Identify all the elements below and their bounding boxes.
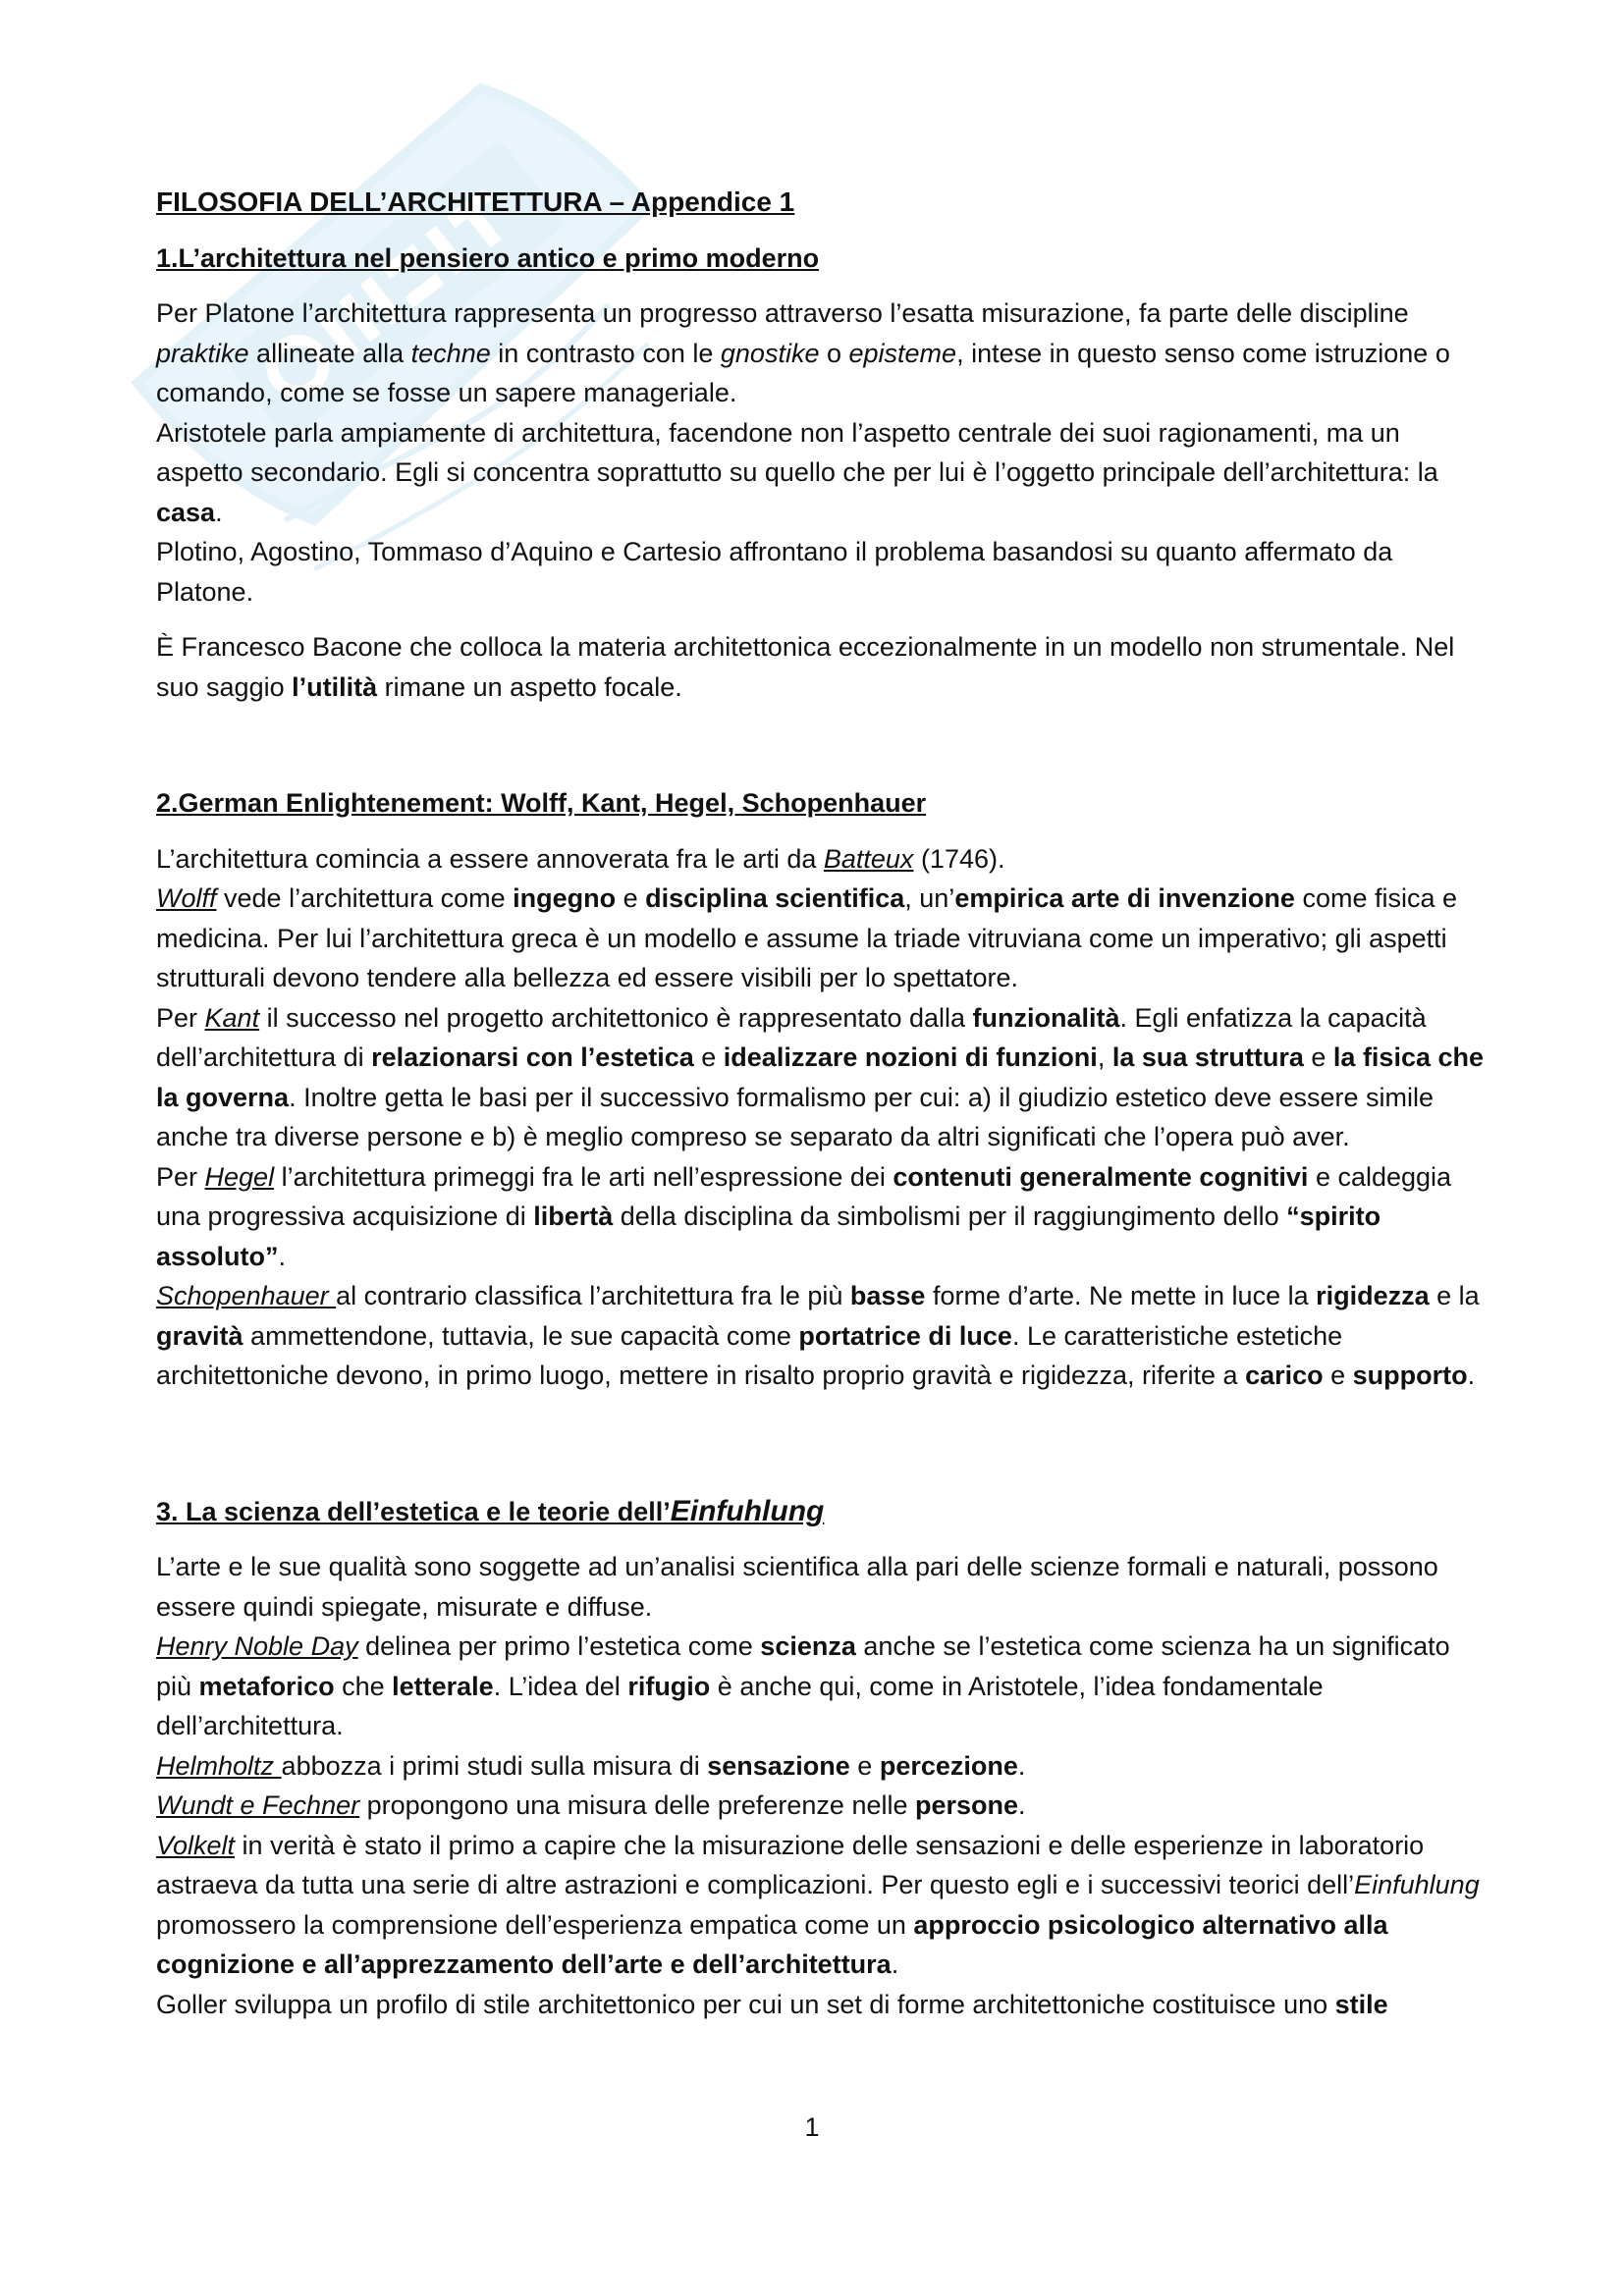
- text-run: .: [1467, 1361, 1476, 1390]
- section-1-paragraph-plotino: Plotino, Agostino, Tommaso d’Aquino e Cartesio affrontano il problema basandosi su quanto affermato da Platone.: [156, 537, 1393, 607]
- text-run: propongono una misura delle preferenze nelle: [359, 1790, 915, 1820]
- term-praktike: praktike: [156, 338, 249, 368]
- term-utilita: l’utilità: [292, 671, 378, 702]
- text-run: il successo nel progetto architettonico è rappresentato dalla: [259, 1002, 973, 1033]
- text-run: e: [1303, 1042, 1333, 1072]
- section-2-paragraph-kant: [156, 998, 1491, 1157]
- text-run: delinea per primo l’estetica come: [357, 1631, 761, 1661]
- text-run: . Le caratteristiche estetiche architettoniche devono, in primo luogo, mettere in risalto proprio gravità e rigidezza, riferite a: [156, 1320, 1343, 1390]
- section-3-paragraph-helmholtz: [156, 1746, 1491, 1787]
- term-casa: casa: [156, 497, 216, 527]
- name-batteux: Batteux: [823, 843, 914, 874]
- text-run: (1746).: [913, 843, 1005, 874]
- term-sensazione: sensazione: [707, 1750, 850, 1781]
- term-empirica-arte: empirica arte di invenzione: [954, 883, 1295, 913]
- section-2-paragraph-batteux: [156, 839, 1491, 880]
- section-2-paragraph-hegel: [156, 1157, 1491, 1277]
- text-run: rimane un aspetto focale.: [377, 671, 682, 702]
- section-3-paragraph-volkelt: [156, 1826, 1491, 1985]
- text-run: .: [278, 1241, 287, 1271]
- term-rigidezza: rigidezza: [1316, 1281, 1430, 1310]
- section-2-paragraph-wolff: [156, 879, 1491, 998]
- text-run: Goller sviluppa un profilo di stile architettonico per cui un set di forme architettoniche costituisce uno: [156, 1989, 1335, 2019]
- section-2: [156, 783, 1491, 1396]
- text-run: promossero la comprensione dell’esperienza empatica come un: [156, 1909, 914, 1940]
- section-1: [156, 239, 1491, 708]
- section-3-heading: [156, 1492, 1491, 1532]
- text-run: L’architettura comincia a essere annoverata fra le arti da: [156, 843, 824, 874]
- term-approccio-psicologico: approccio psicologico alternativo alla cognizione e all’apprezzamento dell’arte e dell’architettura: [156, 1909, 1388, 1979]
- term-contenuti-cognitivi: contenuti generalmente cognitivi: [893, 1161, 1309, 1192]
- text-run: e: [693, 1042, 724, 1072]
- term-idealizzare: idealizzare nozioni di funzioni: [723, 1042, 1098, 1072]
- text-run: in verità è stato il primo a capire che la misurazione delle sensazioni e delle esperienze in laboratorio astraeva da tutta una serie di altre astrazioni e complicazioni. Per questo egli e i successivi teorici dell’: [156, 1830, 1425, 1899]
- text-run: abbozza i primi studi sulla misura di: [281, 1750, 708, 1781]
- term-portatrice-luce: portatrice di luce: [798, 1320, 1012, 1351]
- text-run: e: [616, 883, 646, 913]
- term-spirito-assoluto: “spirito assoluto”: [156, 1201, 1381, 1271]
- section-1-paragraph-platone: [156, 294, 1491, 413]
- section-3-paragraph-intro: L’arte e le sue qualità sono soggette ad un’analisi scientifica alla pari delle scienze formali e naturali, possono essere quindi spiegate, misurate e diffuse.: [156, 1552, 1438, 1622]
- term-einfuhlung-heading: Einfuhlung: [670, 1494, 825, 1527]
- text-run: e caldeggia una progressiva acquisizione di: [156, 1161, 1452, 1231]
- text-run: è anche qui, come in Aristotele, l’idea fondamentale dell’architettura.: [156, 1671, 1324, 1740]
- text-run: .: [215, 497, 223, 527]
- term-funzionalita: funzionalità: [972, 1002, 1120, 1033]
- term-gravita: gravità: [156, 1320, 244, 1351]
- text-run: della disciplina da simbolismi per il raggiungimento dello: [613, 1201, 1287, 1231]
- text-run: .: [891, 1949, 899, 1979]
- name-wolff: Wolff: [156, 883, 217, 913]
- text-run: l’architettura primeggi fra le arti nell’espressione dei: [274, 1161, 893, 1192]
- text-run: ammettendone, tuttavia, le sue capacità come: [243, 1320, 799, 1351]
- document-body: [156, 183, 1491, 2024]
- text-run: forme d’arte. Ne mette in luce la: [925, 1281, 1317, 1310]
- text-run: . Egli enfatizza la capacità dell’architettura di: [156, 1002, 1427, 1072]
- name-hegel: Hegel: [204, 1161, 275, 1192]
- term-letterale: letterale: [392, 1671, 494, 1701]
- term-stile: stile: [1334, 1989, 1388, 2019]
- text-run: Per: [156, 1161, 205, 1192]
- section-3-paragraph-wundt: [156, 1786, 1491, 1826]
- term-supporto: supporto: [1352, 1361, 1468, 1390]
- text-run: o: [819, 338, 849, 368]
- text-run: e: [849, 1750, 880, 1781]
- text-run: al contrario classifica l’architettura fra le più: [336, 1281, 850, 1310]
- text-run: È Francesco Bacone che colloca la materia architettonica eccezionalmente in un modello non strumentale. Nel suo saggio: [156, 632, 1455, 702]
- text-run: e la: [1429, 1281, 1480, 1310]
- text-run: . Inoltre getta le basi per il successivo formalismo per cui: a) il giudizio estetico deve essere simile anche tra diverse persone e b) è meglio compreso se separato da altri significati che l’opera può aver.: [156, 1082, 1435, 1151]
- text-run: Per: [156, 1002, 205, 1033]
- term-carico: carico: [1245, 1361, 1324, 1390]
- term-persone: persone: [915, 1790, 1019, 1820]
- text-run: .: [1018, 1790, 1026, 1820]
- name-wundt-fechner: Wundt e Fechner: [156, 1790, 360, 1820]
- text-run: anche se l’estetica come scienza ha un significato più: [156, 1631, 1450, 1701]
- text-run: 3. La scienza dell’estetica e le teorie dell’: [156, 1496, 671, 1526]
- text-run: come fisica e medicina. Per lui l’architettura greca è un modello e assume la triade vitruviana come un imperativo; gli aspetti strutturali devono tendere alla bellezza ed essere visibili per lo spettatore.: [156, 883, 1457, 992]
- section-2-heading: 2.German Enlightenement: Wolff, Kant, Hegel, Schopenhauer: [156, 788, 927, 818]
- section-1-heading: 1.L’architettura nel pensiero antico e primo moderno: [156, 242, 820, 273]
- section-3-paragraph-goller: [156, 1985, 1491, 2025]
- section-3-paragraph-day: [156, 1627, 1491, 1746]
- term-gnostike: gnostike: [720, 338, 820, 368]
- term-disciplina-scientifica: disciplina scientifica: [645, 883, 905, 913]
- section-1-paragraph-aristotele: [156, 413, 1491, 533]
- text-run: Aristotele parla ampiamente di architettura, facendone non l’aspetto centrale dei suoi ragionamenti, ma un aspetto secondario. Egli si concentra soprattutto su quello che per lui è l’oggetto principale dell’architettura: la: [156, 417, 1438, 487]
- name-volkelt: Volkelt: [156, 1830, 236, 1860]
- term-basse: basse: [849, 1281, 926, 1310]
- text-run: in contrasto con le: [490, 338, 721, 368]
- term-percezione: percezione: [879, 1750, 1018, 1781]
- section-3: [156, 1492, 1491, 2025]
- term-liberta: libertà: [533, 1201, 614, 1231]
- term-ingegno: ingegno: [513, 883, 617, 913]
- term-einfuhlung: Einfuhlung: [1354, 1870, 1480, 1899]
- text-run: ,: [1097, 1042, 1112, 1072]
- text-run: , un’: [904, 883, 955, 913]
- section-1-paragraph-bacone: [156, 627, 1491, 707]
- text-run: vede l’architettura come: [216, 883, 514, 913]
- term-scienza: scienza: [760, 1631, 856, 1661]
- section-spacer: [156, 1396, 1491, 1492]
- term-techne: techne: [410, 338, 491, 368]
- term-relazionarsi: relazionarsi con l’estetica: [371, 1042, 694, 1072]
- term-fisica: la fisica che la governa: [156, 1042, 1485, 1112]
- page-number: 1: [804, 2112, 820, 2142]
- text-run: , intese in questo senso come istruzione o comando, come se fosse un sapere manageriale.: [156, 338, 1450, 407]
- term-struttura: la sua struttura: [1111, 1042, 1304, 1072]
- section-spacer: [156, 707, 1491, 783]
- name-helmholtz: Helmholtz: [156, 1750, 282, 1781]
- term-episteme: episteme: [848, 338, 957, 368]
- text-run: . L’idea del: [493, 1671, 628, 1701]
- name-kant: Kant: [204, 1002, 260, 1033]
- text-run: .: [1017, 1750, 1026, 1781]
- text-run: che: [334, 1671, 393, 1701]
- name-schopenhauer: Schopenhauer: [156, 1281, 337, 1310]
- section-2-paragraph-schopenhauer: [156, 1276, 1491, 1396]
- text-run: e: [1323, 1361, 1353, 1390]
- term-metaforico: metaforico: [198, 1671, 335, 1701]
- term-rifugio: rifugio: [627, 1671, 711, 1701]
- text-run: allineate alla: [248, 338, 411, 368]
- name-henry-noble-day: Henry Noble Day: [156, 1631, 358, 1661]
- document-title: FILOSOFIA DELL’ARCHITETTURA – Appendice 1: [156, 187, 795, 217]
- text-run: Per Platone l’architettura rappresenta un progresso attraverso l’esatta misurazione, fa parte delle discipline: [156, 298, 1409, 328]
